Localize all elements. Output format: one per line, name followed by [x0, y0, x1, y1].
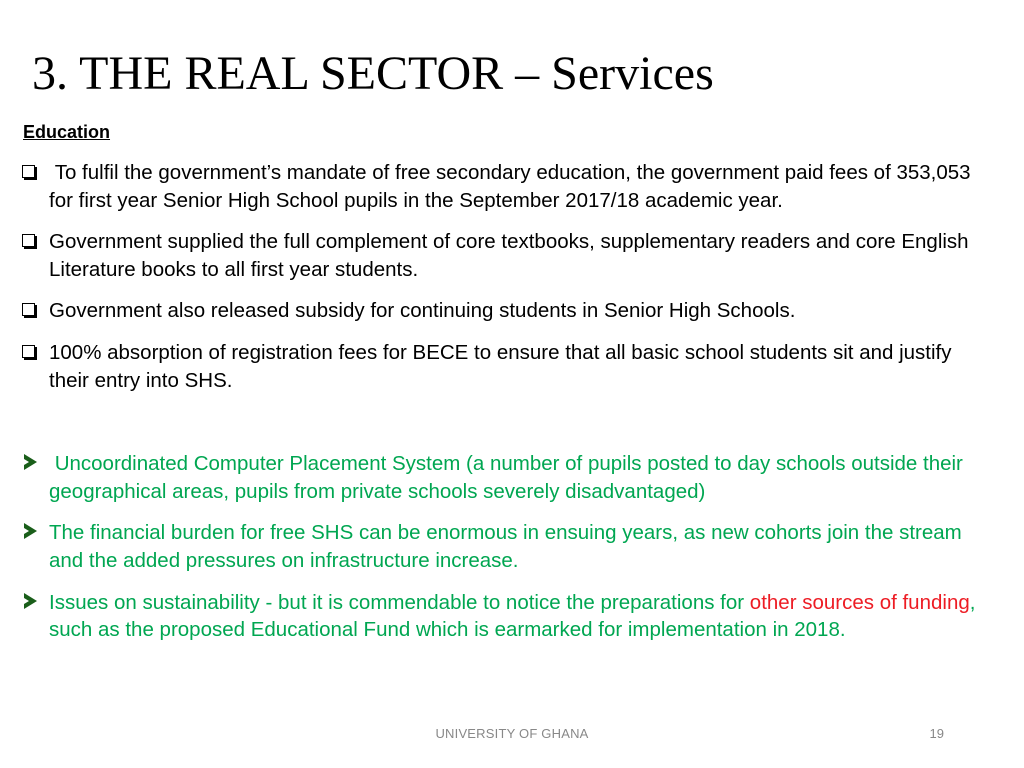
arrow-bullet-icon — [24, 523, 37, 539]
bullet-item — [22, 339, 997, 394]
square-bullet-icon — [22, 303, 35, 316]
issue-text-after: , such as the proposed Educational Fund which is earmarked for implementation in 2018. — [49, 590, 976, 642]
arrow-bullet-icon — [24, 593, 37, 609]
highlighted-phrase: other sources of funding — [749, 590, 970, 614]
bullet-text: To fulfil the government’s mandate of free secondary education, the government paid fees of 353,053 for first year Senior High School pupils in the September 2017/18 academic year. — [49, 161, 971, 212]
square-bullet-icon — [22, 345, 35, 358]
issue-text: Uncoordinated Computer Placement System (a number of pupils posted to day schools outside their geographical areas, pupils from private schools severely disadvantaged) — [49, 452, 963, 503]
square-bullet-icon — [22, 234, 35, 247]
issue-item — [22, 450, 997, 505]
spacer — [22, 408, 997, 450]
arrow-bullet-icon — [24, 454, 37, 470]
issue-item — [22, 589, 997, 644]
bullet-text: 100% absorption of registration fees for BECE to ensure that all basic school students sit and justify their entry into SHS. — [49, 340, 952, 392]
bullet-text: Government also released subsidy for continuing students in Senior High Schools. — [49, 299, 796, 323]
issue-text: The financial burden for free SHS can be enormous in ensuing years, as new cohorts join the stream and the added pressures on infrastructure increase. — [49, 521, 962, 572]
page-number: 19 — [929, 726, 944, 741]
issue-text-before: Issues on sustainability - but it is commendable to notice the preparations for — [49, 590, 750, 614]
issue-item — [22, 519, 997, 574]
bullet-item — [22, 297, 997, 325]
footer-institution: UNIVERSITY OF GHANA — [435, 726, 589, 741]
slide-title: 3. THE REAL SECTOR – Services — [32, 47, 714, 100]
square-bullet-icon — [22, 165, 35, 178]
section-heading-education: Education — [23, 122, 111, 142]
bullet-text: Government supplied the full complement of core textbooks, supplementary readers and core English Literature books to all first year students. — [49, 230, 969, 281]
bullet-item — [22, 159, 997, 214]
bullet-item — [22, 228, 997, 283]
bullet-list — [22, 159, 997, 658]
